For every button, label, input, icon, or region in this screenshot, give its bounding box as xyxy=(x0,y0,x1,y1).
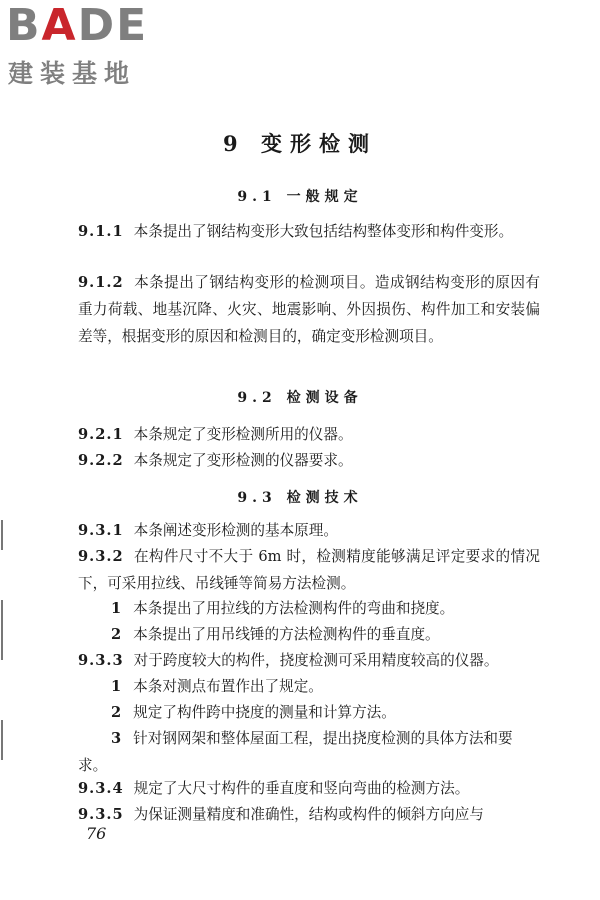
logo-letter-b: B xyxy=(6,0,42,51)
clause-text: 对于跨度较大的构件，挠度检测可采用精度较高的仪器。 xyxy=(133,652,499,669)
clause-number: 9.2.1 xyxy=(78,426,124,443)
clause-9-1-1 xyxy=(78,218,540,245)
clause-number: 9.3.5 xyxy=(78,806,124,823)
clause-9-3-3 xyxy=(78,647,540,674)
section-heading-9-1: 9.1 一般规定 xyxy=(237,189,363,205)
item-text: 本条对测点布置作出了规定。 xyxy=(133,678,323,695)
clause-9-2-1 xyxy=(78,421,540,448)
item-text: 针对钢网架和整体屋面工程，提出挠度检测的具体方法和要求。 xyxy=(78,730,513,774)
clause-text: 在构件尺寸不大于 6m 时，检测精度能够满足评定要求的情况下，可采用拉线、吊线锤等简易方法检测。 xyxy=(78,548,540,592)
scan-edge-mark xyxy=(1,720,3,760)
item-number: 3 xyxy=(111,730,122,747)
clause-text: 本条规定了变形检测所用的仪器。 xyxy=(133,426,353,443)
clause-9-2-2 xyxy=(78,447,540,474)
clause-text: 本条提出了钢结构变形的检测项目。造成钢结构变形的原因有重力荷载、地基沉降、火灾、地震影响、外因损伤、构件加工和安装偏差等，根据变形的原因和检测目的，确定变形检测项目。 xyxy=(78,274,540,345)
sub-item-9-3-2-1 xyxy=(78,595,540,622)
clause-text: 为保证测量精度和准确性，结构或构件的倾斜方向应与 xyxy=(133,806,484,823)
logo-letter-a-accent: A xyxy=(41,0,78,51)
item-number: 1 xyxy=(111,600,122,617)
clause-number: 9.2.2 xyxy=(78,452,124,469)
clause-9-1-2 xyxy=(78,269,540,350)
clause-text: 本条阐述变形检测的基本原理。 xyxy=(133,522,338,539)
logo-letters-de: DE xyxy=(77,0,149,51)
clause-number: 9.1.1 xyxy=(78,223,124,240)
clause-9-3-5 xyxy=(78,801,540,828)
item-text: 规定了构件跨中挠度的测量和计算方法。 xyxy=(133,704,396,721)
clause-9-3-4 xyxy=(78,775,540,802)
item-number: 1 xyxy=(111,678,122,695)
section-heading-9-3: 9.3 检测技术 xyxy=(237,490,363,506)
item-number: 2 xyxy=(111,626,122,643)
clause-9-3-1 xyxy=(78,517,540,544)
clause-text: 规定了大尺寸构件的垂直度和竖向弯曲的检测方法。 xyxy=(133,780,470,797)
clause-text: 本条规定了变形检测的仪器要求。 xyxy=(133,452,353,469)
clause-number: 9.1.2 xyxy=(78,274,124,291)
scan-edge-mark xyxy=(1,600,3,660)
page-number: 76 xyxy=(86,824,107,843)
clause-text: 本条提出了钢结构变形大致包括结构整体变形和构件变形。 xyxy=(133,223,514,240)
clause-number: 9.3.4 xyxy=(78,780,124,797)
chapter-title: 9 变形检测 xyxy=(223,131,377,156)
sub-item-9-3-3-3 xyxy=(78,725,540,779)
item-text: 本条提出了用拉线的方法检测构件的弯曲和挠度。 xyxy=(133,600,455,617)
sub-item-9-3-3-1 xyxy=(78,673,540,700)
sub-item-9-3-2-2 xyxy=(78,621,540,648)
scan-edge-mark xyxy=(1,520,3,550)
clause-number: 9.3.3 xyxy=(78,652,124,669)
item-number: 2 xyxy=(111,704,122,721)
sub-item-9-3-3-2 xyxy=(78,699,540,726)
section-heading-9-2: 9.2 检测设备 xyxy=(237,390,363,406)
item-text: 本条提出了用吊线锤的方法检测构件的垂直度。 xyxy=(133,626,440,643)
logo-subtitle: 建装基地 xyxy=(8,59,137,88)
clause-9-3-2 xyxy=(78,543,540,597)
clause-number: 9.3.1 xyxy=(78,522,124,539)
clause-number: 9.3.2 xyxy=(78,548,124,565)
